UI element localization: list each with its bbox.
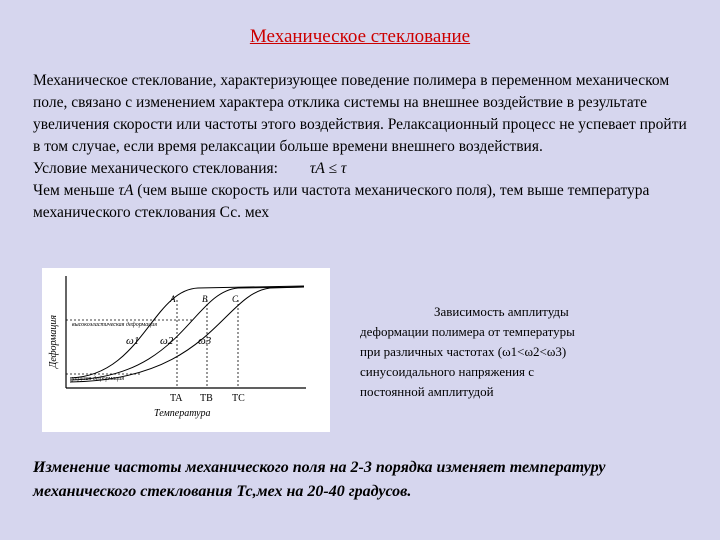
figure-svg (42, 268, 330, 432)
condition-formula: τA ≤ τ (309, 160, 347, 177)
curve-label-omega3: ω3 (198, 335, 212, 347)
caption-line-2: деформации полимера от температуры (360, 324, 575, 339)
curve-omega3 (70, 287, 304, 382)
curve-letter-c: С (232, 294, 239, 304)
dependence-symbol: τA (118, 182, 134, 199)
caption-line-3: при различных частотах (ω1<ω2<ω3) (360, 344, 567, 359)
dependence-term: Сс. мех (219, 204, 270, 221)
figure-caption (360, 302, 640, 402)
curve-omega1 (70, 286, 304, 378)
caption-line-1: Зависимость амплитуды (434, 304, 569, 319)
conclusion-symbol: Тс,мех (236, 483, 283, 500)
tick-label-ta: TA (170, 393, 183, 404)
curve-omega2 (70, 287, 304, 380)
y-axis-label: Деформация (48, 314, 59, 368)
curve-label-omega1: ω1 (126, 335, 140, 347)
conclusion-part-2: на 20-40 градусов. (286, 483, 412, 500)
page-title: Механическое стеклование (249, 26, 471, 47)
tick-label-tc: TC (232, 393, 245, 404)
intro-paragraph: Механическое стеклование, характеризующее поведение полимера в переменном механическом поле, связано с изменением характера отклика системы на внешнее воздействие в результате увеличения скорости или частоты этого воздействия. Релаксационный процесс не успевает пройти в том случае, если время релаксации больше времени внешнего воздействия. (33, 72, 687, 155)
conclusion-text (33, 456, 693, 504)
body-text (33, 70, 693, 224)
deformation-temperature-figure (42, 268, 330, 432)
x-axis-label: Температура (154, 408, 211, 419)
high-elastic-label: высокоэластическая деформация (72, 322, 158, 328)
tick-label-tb: TB (200, 393, 213, 404)
caption-line-5: постоянной амплитудой (360, 384, 494, 399)
dependence-start: Чем меньше (33, 182, 115, 199)
curve-letter-a: А (170, 294, 176, 304)
caption-line-4: синусоидального напряжения с (360, 364, 535, 379)
conclusion-part-1: Изменение частоты механического поля на 2-3 порядка изменяет температуру механического стеклования (33, 459, 606, 500)
condition-label: Условие механического стеклования: (33, 160, 278, 177)
condition-line (33, 158, 693, 180)
curve-label-omega2: ω2 (160, 335, 174, 347)
dependence-end: (чем выше скорость или частота механического поля), тем выше температура механического стеклования (33, 182, 650, 221)
dependence-paragraph (33, 180, 693, 224)
elastic-label: упругая деформация (72, 376, 124, 382)
curve-letter-b: В (202, 294, 208, 304)
